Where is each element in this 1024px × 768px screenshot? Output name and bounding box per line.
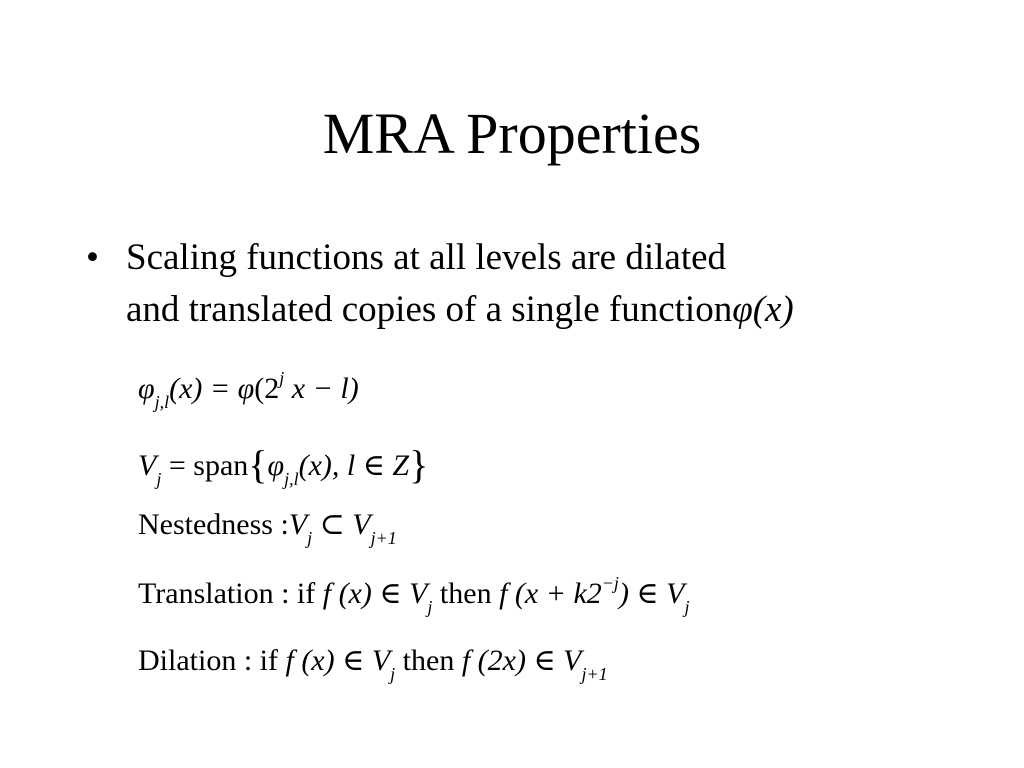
eq2-phi-subscript: j,l <box>284 469 299 489</box>
eq4-superscript: −j <box>601 573 619 593</box>
eq2-span: = span <box>161 449 249 482</box>
bullet-line-1: Scaling functions at all levels are dilated <box>126 237 727 278</box>
slide-title: MRA Properties <box>322 101 702 166</box>
eq1-phi2: φ <box>237 372 255 405</box>
eq2-argument: (x), l ∈ Z <box>298 449 410 482</box>
equation-span <box>138 438 429 489</box>
eq3-label: Nestedness : <box>138 508 289 541</box>
eq1-open: (2 <box>254 372 280 405</box>
eq1-tail: x − l) <box>284 372 359 405</box>
eq1-phi: φ <box>138 372 155 405</box>
eq4-subscript-2: j <box>684 597 690 617</box>
eq5-subscript-2: j+1 <box>581 664 608 684</box>
eq3-subscript-1: j <box>307 528 313 548</box>
eq2-V: V <box>138 449 157 482</box>
eq1-subscript: j,l <box>154 392 170 412</box>
eq5-result: f (2x) ∈ V <box>461 644 582 677</box>
eq2-subscript: j <box>156 469 162 489</box>
bullet-marker: • <box>86 237 99 278</box>
eq2-left-brace: { <box>248 442 268 487</box>
phi-argument: (x) <box>752 289 794 330</box>
eq4-condition: f (x) ∈ V <box>322 577 428 610</box>
bullet-line-2 <box>126 284 966 336</box>
eq5-label: Dilation : if <box>138 644 286 677</box>
eq2-phi: φ <box>267 449 285 482</box>
eq2-right-brace: } <box>409 442 429 487</box>
eq4-then: then <box>432 577 500 610</box>
equation-scaling-function <box>138 368 359 412</box>
eq5-condition: f (x) ∈ V <box>285 644 391 677</box>
eq5-subscript-1: j <box>390 664 396 684</box>
equation-dilation <box>138 643 608 684</box>
eq1-superscript: j <box>279 368 285 388</box>
bullet-line-2-text: and translated copies of a single function <box>126 289 733 330</box>
eq3-subscript-2: j+1 <box>370 528 397 548</box>
equation-translation <box>138 573 690 617</box>
eq4-tail: ) ∈ V <box>618 577 685 610</box>
eq3-V2: V <box>352 508 371 541</box>
eq4-result: f (x + k2 <box>499 577 602 610</box>
eq3-V1: V <box>288 508 308 541</box>
eq5-then: then <box>395 644 462 677</box>
eq4-subscript-1: j <box>427 597 433 617</box>
eq3-subset: ⊂ <box>312 508 353 541</box>
phi-symbol: φ <box>732 289 753 330</box>
eq1-argument: (x) = <box>169 372 238 405</box>
equation-nestedness <box>138 507 397 548</box>
bullet-text <box>126 232 966 336</box>
eq4-label: Translation : if <box>138 577 323 610</box>
